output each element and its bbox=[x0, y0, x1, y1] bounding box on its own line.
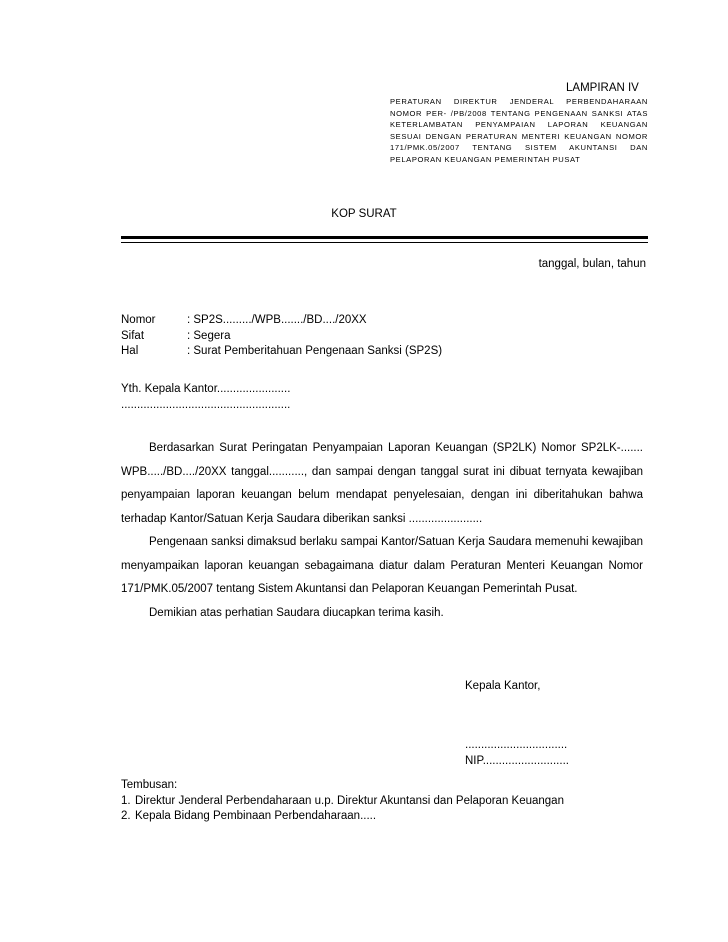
meta-value: : Surat Pemberitahuan Pengenaan Sanksi (SP2S) bbox=[187, 345, 443, 357]
meta-label: Hal bbox=[121, 345, 139, 357]
letter-date: tanggal, bulan, tahun bbox=[538, 258, 646, 270]
meta-row-sifat bbox=[121, 329, 442, 345]
meta-value: : SP2S........./WPB......./BD..../20XX bbox=[187, 314, 367, 326]
signature-dots: ................................ bbox=[465, 739, 568, 751]
signature-block bbox=[465, 737, 569, 769]
tembusan-title: Tembusan: bbox=[121, 779, 178, 791]
recipient-line-1: Yth. Kepala Kantor....................... bbox=[121, 383, 291, 395]
header-rule-thick bbox=[121, 236, 648, 239]
meta-label: Sifat bbox=[121, 329, 145, 342]
tembusan-item-text: Direktur Jenderal Perbendaharaan u.p. Direktur Akuntansi dan Pelaporan Keuangan bbox=[135, 794, 564, 807]
meta-row-nomor bbox=[121, 313, 442, 329]
signer-nip: NIP........................... bbox=[465, 755, 569, 767]
tembusan-item-text: Kepala Bidang Pembinaan Perbendaharaan..... bbox=[135, 810, 377, 822]
letter-meta bbox=[121, 313, 442, 360]
body-paragraph-1: Berdasarkan Surat Peringatan Penyampaian Laporan Keuangan (SP2LK) Nomor SP2LK-....... WPB...../BD..../20XX tanggal..........., dan sampai dengan tanggal surat ini dibuat ternyata kewajiban penyampaian laporan keuangan belum mendapat penyelesaian, dengan ini diberitahukan bahwa terhadap Kantor/Satuan Kerja Saudara diberikan sanksi ....................... bbox=[121, 442, 643, 525]
letter-body bbox=[121, 437, 643, 625]
tembusan-item-number: 1. bbox=[121, 794, 131, 807]
lampiran-title: LAMPIRAN IV bbox=[566, 82, 639, 94]
tembusan-item-number: 2. bbox=[121, 810, 131, 822]
recipient-line-2: ..................................................... bbox=[121, 399, 291, 411]
body-paragraph-3: Demikian atas perhatian Saudara diucapkan terima kasih. bbox=[149, 606, 444, 619]
lampiran-body: PERATURAN DIREKTUR JENDERAL PERBENDAHARAAN NOMOR PER- /PB/2008 TENTANG PENGENAAN SANKSI ATAS KETERLAMBATAN PENYAMPAIAN LAPORAN KEUANGAN SESUAI DENGAN PERATURAN MENTERI KEUANGAN NOMOR 171/PMK.05/2007 TENTANG SISTEM AKUNTANSI DAN PELAPORAN KEUANGAN PEMERINTAH PUSAT bbox=[390, 97, 648, 164]
meta-label: Nomor bbox=[121, 314, 156, 326]
tembusan-item bbox=[121, 794, 564, 810]
body-paragraph-2: Pengenaan sanksi dimaksud berlaku sampai Kantor/Satuan Kerja Saudara memenuhi kewajiban menyampaikan laporan keuangan sebagaimana diatur dalam Peraturan Menteri Keuangan Nomor 171/PMK.05/2007 tentang Sistem Akuntansi dan Pelaporan Keuangan Pemerintah Pusat. bbox=[121, 536, 643, 595]
signer-title: Kepala Kantor, bbox=[465, 680, 541, 692]
tembusan-item bbox=[121, 809, 564, 825]
meta-value: : Segera bbox=[187, 329, 231, 342]
header-rule-thin bbox=[121, 242, 648, 243]
recipient bbox=[121, 381, 290, 413]
meta-row-hal bbox=[121, 344, 442, 360]
kop-surat: KOP SURAT bbox=[331, 208, 397, 220]
tembusan bbox=[121, 778, 564, 825]
